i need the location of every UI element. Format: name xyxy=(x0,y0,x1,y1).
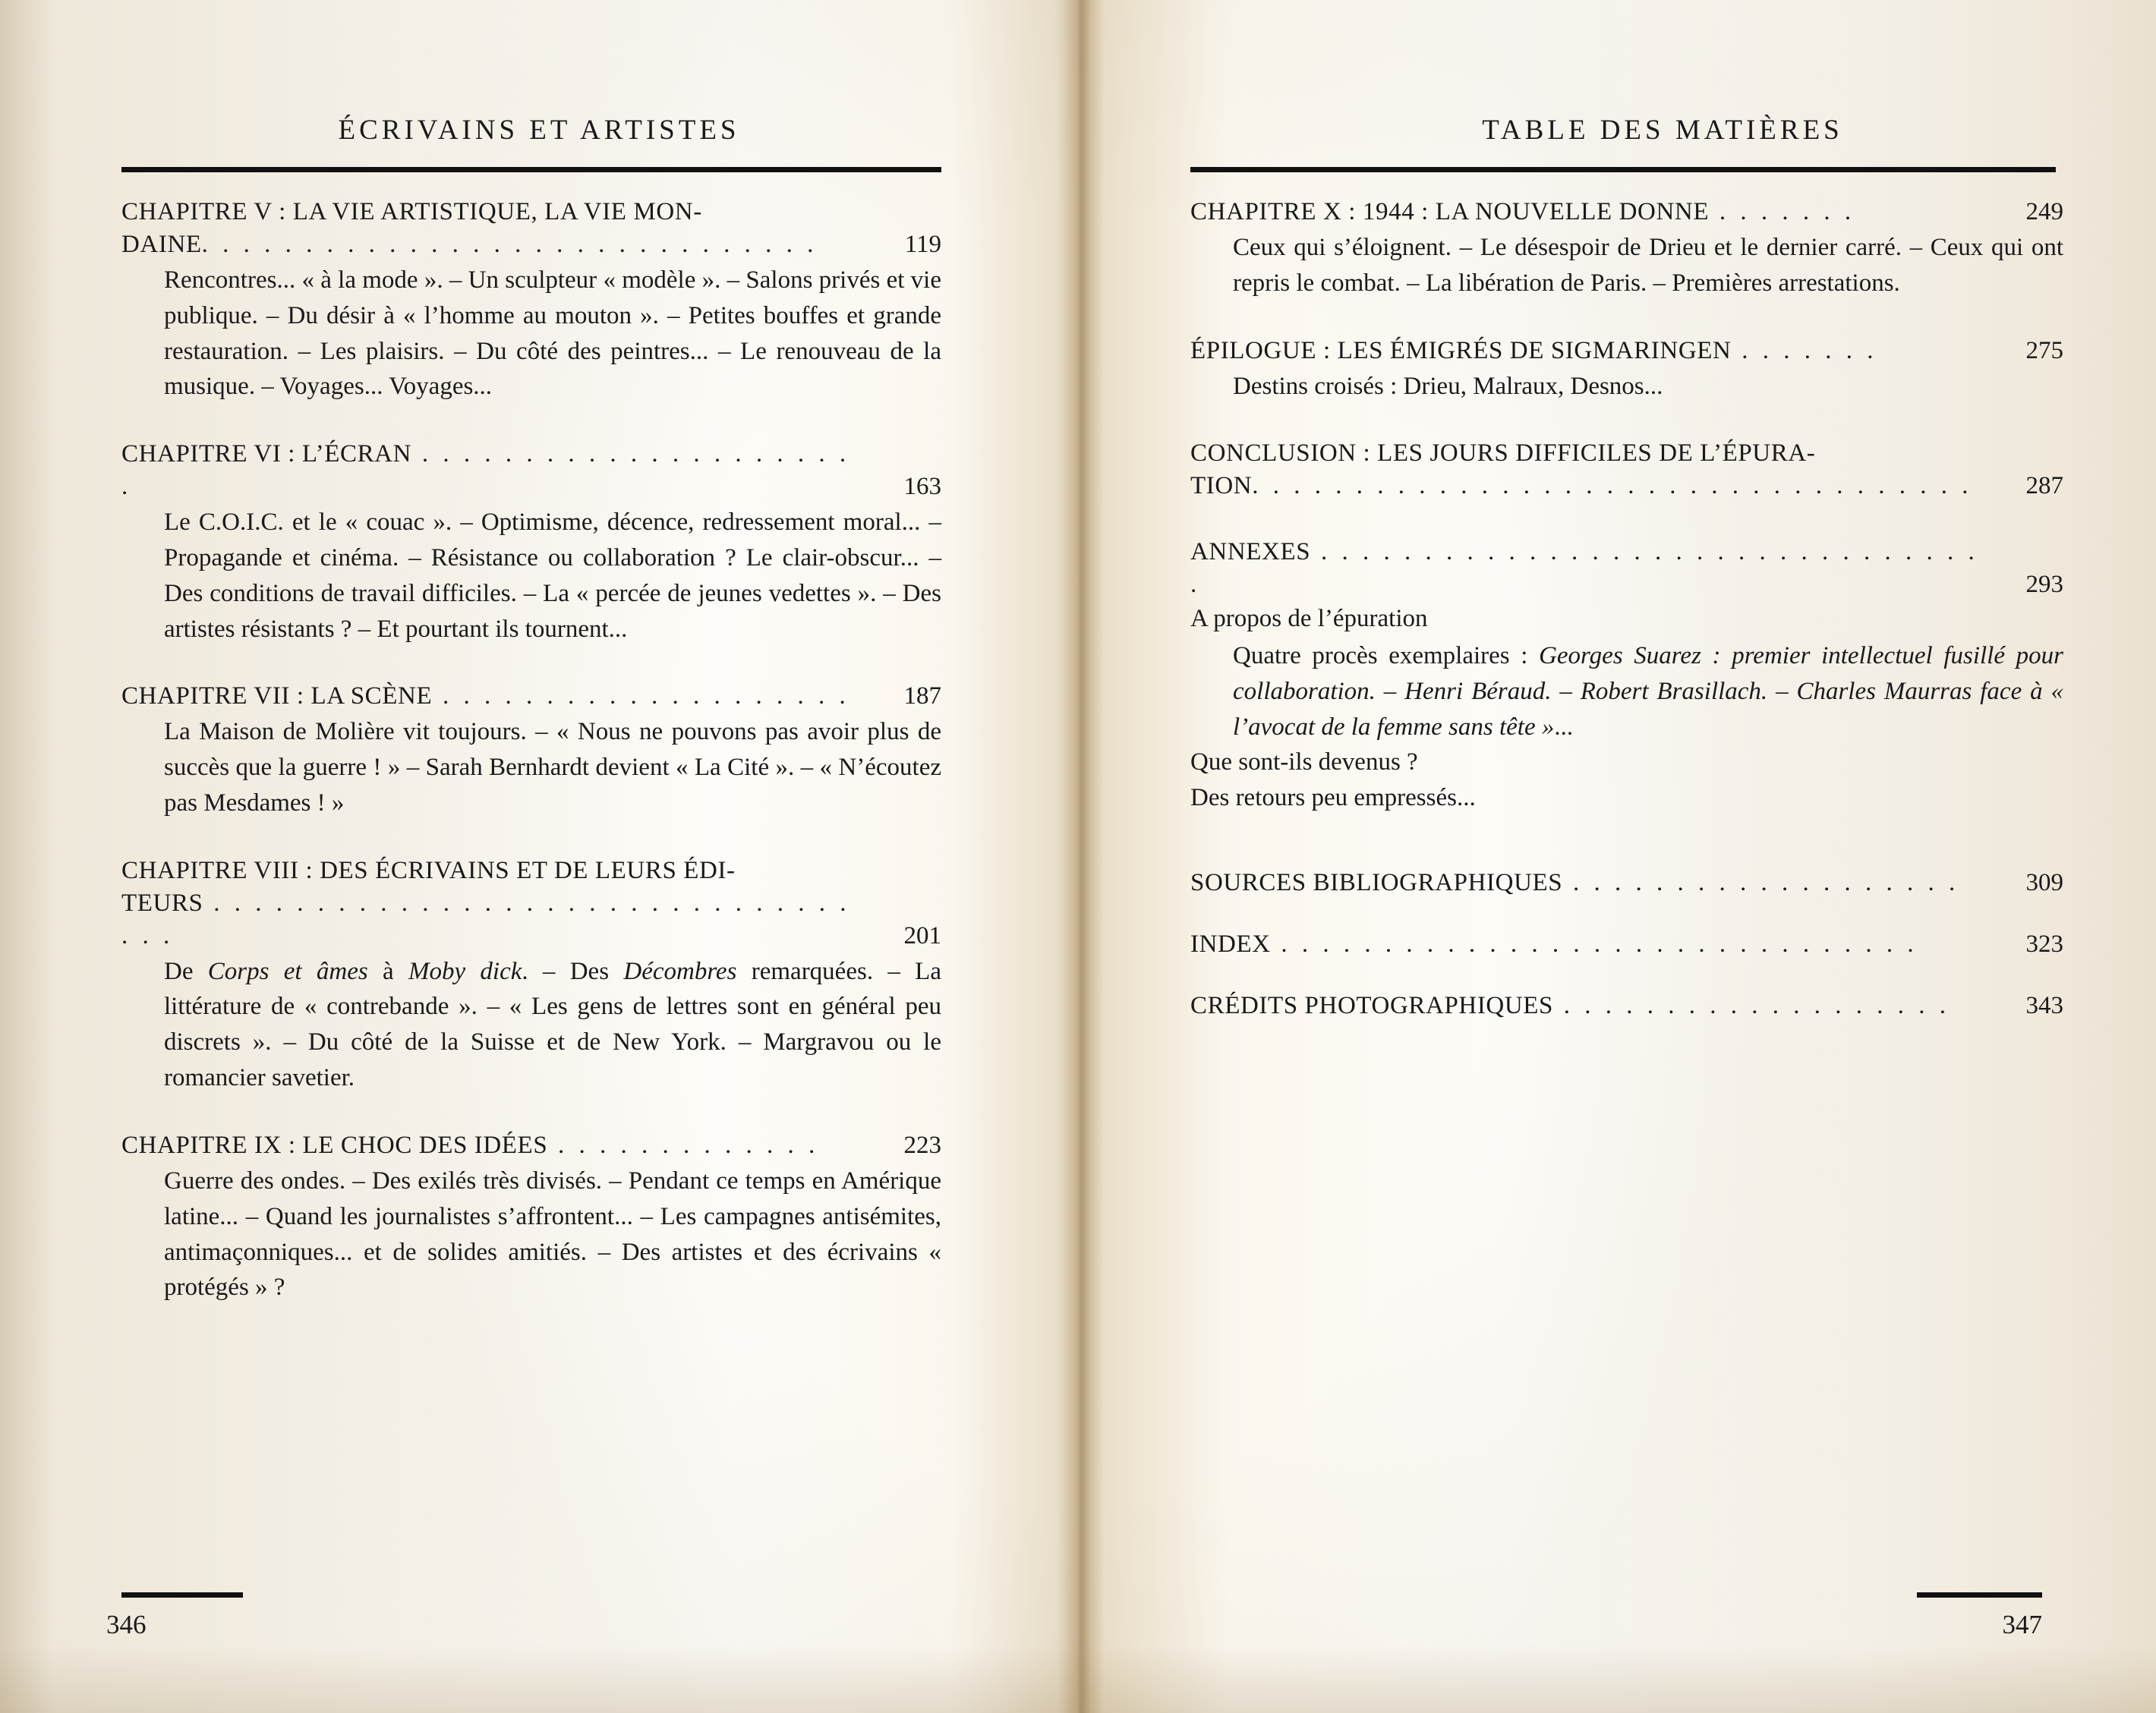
toc-entry-title-text: INDEX xyxy=(1190,930,1271,959)
leader-dots: . . . . . . . . . . . . . . . . . . . . . . . . . . . . . . . . . xyxy=(1190,538,1979,599)
leader-dots: . . . . . . . . . . . . . . . . . . . . . . . . . . . . . . xyxy=(201,230,818,258)
toc-entry-page-number: 163 xyxy=(903,473,941,501)
toc-entry-title-text-cont: TION xyxy=(1190,472,1253,500)
toc-entry[interactable] xyxy=(121,438,941,647)
toc-entry-page-number: 343 xyxy=(2025,992,2063,1020)
toc-entry-title-text: CRÉDITS PHOTOGRAPHIQUES xyxy=(1190,992,1553,1020)
annexes-line-3: Des retours peu empressés... xyxy=(1190,784,1476,812)
leader-dots: . . . . . . . . . . . . . . . . . . . . xyxy=(432,682,850,710)
annexes-page-number: 293 xyxy=(2025,571,2063,599)
annexes-line-2: Que sont-ils devenus ? xyxy=(1190,748,1418,776)
toc-entry-page-number: 275 xyxy=(2025,336,2063,364)
toc-entry-title-text-cont: DAINE xyxy=(121,230,202,258)
toc-entry[interactable] xyxy=(1190,196,2063,301)
leader-dots: . . . . . . . . . . . . . . . . . . . . . . xyxy=(121,440,850,501)
toc-entry-title-text: SOURCES BIBLIOGRAPHIQUES xyxy=(1190,869,1563,897)
leader-dots: . . . . . . . . . . . . . . . . . . . xyxy=(1562,869,1959,897)
toc-entry-title[interactable] xyxy=(121,855,941,953)
toc-entry-title-text: LA VIE ARTISTIQUE, LA VIE MON- xyxy=(292,198,702,225)
toc-entry-title[interactable] xyxy=(121,438,941,503)
leader-dots: . . . . . . . . . . . . . xyxy=(547,1132,819,1160)
toc-entry-title-text: LES JOURS DIFFICILES DE L’ÉPURA- xyxy=(1377,439,1816,468)
toc-entry-title-text: LE CHOC DES IDÉES xyxy=(302,1132,548,1160)
leader-dots: . . . . . . . . . . . . . . . . . . . . . . . . . . . . . . . . . . xyxy=(121,889,851,949)
toc-entry-title[interactable] xyxy=(121,1129,941,1162)
right-toc-list xyxy=(1190,196,2063,1053)
annexes-title: ANNEXES xyxy=(1190,538,1311,566)
annexes-paragraph xyxy=(1233,638,2063,745)
toc-entry-chapter-label: CONCLUSION : xyxy=(1190,439,1378,468)
toc-entry-page-number: 119 xyxy=(904,230,941,258)
toc-entry-chapter-label: CHAPITRE VI : xyxy=(121,440,302,468)
toc-entry-sources[interactable] xyxy=(1190,869,2063,897)
leader-dots: . . . . . . . . . . . . . . . . . . . xyxy=(1553,992,1950,1020)
annexes-title-row[interactable] xyxy=(1190,536,2063,601)
toc-entry[interactable] xyxy=(121,855,941,1096)
toc-entry-title[interactable] xyxy=(1190,196,2063,228)
toc-entry-page-number: 187 xyxy=(903,682,941,710)
toc-entry-description: La Maison de Molière vit toujours. – « Nous ne pouvons pas avoir plus de succès que la guerre ! » – Sarah Bernhardt devient « La Cité ». – « N’écoutez pas Mesdames ! » xyxy=(164,718,941,817)
toc-entry[interactable] xyxy=(1190,437,2063,502)
toc-entry-page-number: 249 xyxy=(2025,198,2063,225)
toc-entry[interactable] xyxy=(121,1129,941,1305)
toc-entry-chapter-label: CHAPITRE IX : xyxy=(121,1132,303,1160)
toc-entry-page-number: 309 xyxy=(2025,869,2063,897)
left-folio-rule xyxy=(121,1592,243,1598)
toc-entry-chapter-label: CHAPITRE VIII : xyxy=(121,856,320,884)
toc-entry-description: Le C.O.I.C. et le « couac ». – Optimisme, décence, redressement moral... – Propagande et cinéma. – Résistance ou collaboration ? Le clair-obscur... – Des conditions de travail difficiles. – La « percée de jeunes vedettes ». – Des artistes résistants ? – Et pourtant ils tournent... xyxy=(164,509,941,643)
right-folio: 347 xyxy=(2002,1610,2042,1639)
left-folio: 346 xyxy=(106,1610,147,1639)
toc-entry-page-number: 323 xyxy=(2025,930,2063,959)
toc-entry-title-text: DES ÉCRIVAINS ET DE LEURS ÉDI- xyxy=(320,856,736,884)
leader-dots: . . . . . . . xyxy=(1731,336,1877,364)
toc-entry-page-number: 287 xyxy=(2025,472,2063,500)
toc-entry-page-number: 223 xyxy=(903,1132,941,1160)
annexes-line-1: A propos de l’épuration xyxy=(1190,604,1428,632)
toc-entry[interactable] xyxy=(121,196,941,405)
leader-dots: . . . . . . . xyxy=(1709,198,1855,225)
annexes-paragraph-lead: Quatre procès exemplaires : xyxy=(1233,641,1540,669)
leader-dots: . . . . . . . . . . . . . . . . . . . . . . . . . . . . . . . . . . . xyxy=(1252,472,1972,500)
right-page xyxy=(1078,0,2156,1713)
toc-entry-description: Destins croisés : Drieu, Malraux, Desnos... xyxy=(1233,372,1663,400)
toc-entry-title[interactable] xyxy=(121,196,941,261)
leader-dots: . . . . . . . . . . . . . . . . . . . . . . . . . . . . . . . xyxy=(1270,930,1918,959)
right-header-rule xyxy=(1190,167,2056,172)
left-toc-list xyxy=(121,196,941,1339)
toc-entry-title[interactable] xyxy=(1190,437,2063,502)
toc-entry-description: Rencontres... « à la mode ». – Un sculpteur « modèle ». – Salons privés et vie publique. – Du désir à « l’homme au mouton ». – Petites bouffes et grande restauration. – Les plaisirs. – Du côté des peintres... – Le renouveau de la musique. – Voyages... Voyages... xyxy=(164,266,941,401)
right-running-head: TABLE DES MATIÈRES xyxy=(1482,115,1843,146)
toc-entry-chapter-label: CHAPITRE V : xyxy=(121,198,293,225)
toc-entry-title-text-cont: TEURS xyxy=(121,889,203,917)
annexes-paragraph-tail: ... xyxy=(1554,713,1574,741)
toc-entry-description: Guerre des ondes. – Des exilés très divisés. – Pendant ce temps en Amérique latine... – Quand les journalistes s’affrontent... – Les campagnes antisémites, antimaçonniques... et de solides amitiés. – Des artistes et des écrivains « protégés » ? xyxy=(164,1167,941,1302)
toc-entry[interactable] xyxy=(121,680,941,820)
toc-entry-chapter-label: CHAPITRE VII : xyxy=(121,682,311,710)
toc-entry-title-text: L’ÉCRAN xyxy=(301,440,412,468)
toc-entry-description: Ceux qui s’éloignent. – Le désespoir de Drieu et le dernier carré. – Ceux qui ont repris le combat. – La libération de Paris. – Premières arrestations. xyxy=(1233,233,2063,297)
left-running-head: ÉCRIVAINS ET ARTISTES xyxy=(338,115,740,146)
toc-entry-title[interactable] xyxy=(121,680,941,713)
toc-entry-title[interactable] xyxy=(1190,335,2063,367)
left-header-rule xyxy=(121,167,941,172)
annexes-paragraph-italic: Georges Suarez : premier intellectuel fusillé pour collaboration. – Henri Béraud. – Robert Brasillach. – Charles Maurras face à « l’avocat de la femme sans tête » xyxy=(1233,641,2063,741)
toc-entry-title-text: 1944 : LA NOUVELLE DONNE xyxy=(1362,198,1710,225)
toc-entry[interactable] xyxy=(1190,335,2063,405)
toc-entry-title-text: LA SCÈNE xyxy=(310,682,433,710)
toc-entry-annexes[interactable] xyxy=(1190,536,2063,816)
toc-entry-title-text: LES ÉMIGRÉS DE SIGMARINGEN xyxy=(1337,336,1732,364)
right-folio-rule xyxy=(1917,1592,2042,1598)
toc-entry-index[interactable] xyxy=(1190,930,2063,959)
toc-entry-page-number: 201 xyxy=(903,921,941,949)
toc-entry-chapter-label: ÉPILOGUE : xyxy=(1190,336,1338,364)
toc-entry-credits[interactable] xyxy=(1190,992,2063,1020)
toc-entry-description: De Corps et âmes à Moby dick. – Des Décombres remarquées. – La littérature de « contrebande ». – « Les gens de lettres sont en général peu discrets ». – Du côté de la Suisse et de New York. – Margravou ou le romancier savetier. xyxy=(164,957,941,1092)
toc-entry-chapter-label: CHAPITRE X : xyxy=(1190,198,1363,225)
